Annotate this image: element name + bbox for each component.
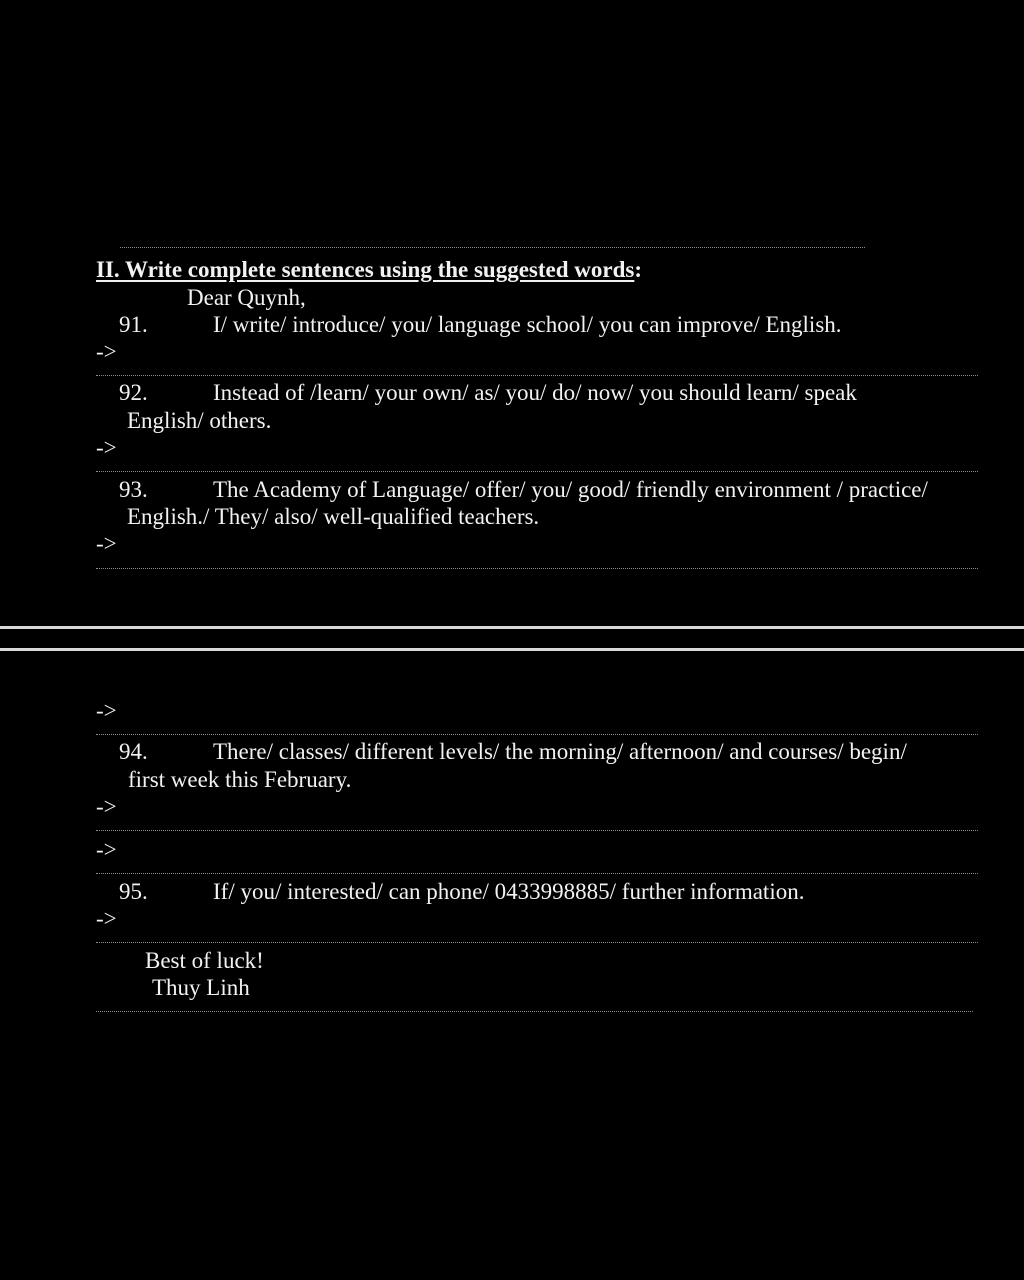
section-heading [96,256,642,283]
item-number: 93. [119,477,148,502]
item-prompt-continued: first week this February. [128,767,352,792]
letter-closing: Best of luck! [145,948,264,973]
answer-line[interactable] [96,942,978,943]
answer-arrow: -> [96,339,117,364]
item-prompt: If/ you/ interested/ can phone/ 0433998885/ further information. [213,879,805,904]
letter-greeting: Dear Quynh, [187,285,306,310]
answer-line[interactable] [96,873,978,874]
answer-arrow: -> [96,837,117,862]
item-prompt: The Academy of Language/ offer/ you/ good/ friendly environment / practice/ [213,477,928,502]
item-prompt-continued: English./ They/ also/ well-qualified teachers. [127,504,540,529]
item-number: 94. [119,739,148,764]
answer-line[interactable] [96,830,978,831]
item-prompt: There/ classes/ different levels/ the morning/ afternoon/ and courses/ begin/ [213,739,907,764]
page-separator-bottom [0,648,1024,651]
answer-arrow: -> [96,435,117,460]
answer-line[interactable] [96,471,978,472]
answer-arrow: -> [96,531,117,556]
answer-line[interactable] [96,568,978,569]
letter-signature: Thuy Linh [152,975,250,1000]
answer-arrow: -> [96,906,117,931]
item-prompt: Instead of /learn/ your own/ as/ you/ do/ now/ you should learn/ speak [213,380,857,405]
answer-line [96,1011,973,1012]
item-prompt-continued: English/ others. [127,408,272,433]
answer-arrow: -> [96,698,117,723]
item-number: 92. [119,380,148,405]
answer-line[interactable] [96,375,978,376]
answer-arrow: -> [96,794,117,819]
item-number: 95. [119,879,148,904]
item-prompt: I/ write/ introduce/ you/ language school/ you can improve/ English. [213,312,842,337]
answer-line [120,247,865,248]
page-separator-top [0,626,1024,629]
section-heading-colon: : [634,257,643,282]
answer-line[interactable] [96,734,978,735]
section-heading-text: II. Write complete sentences using the suggested words [96,257,635,282]
item-number: 91. [119,312,148,337]
